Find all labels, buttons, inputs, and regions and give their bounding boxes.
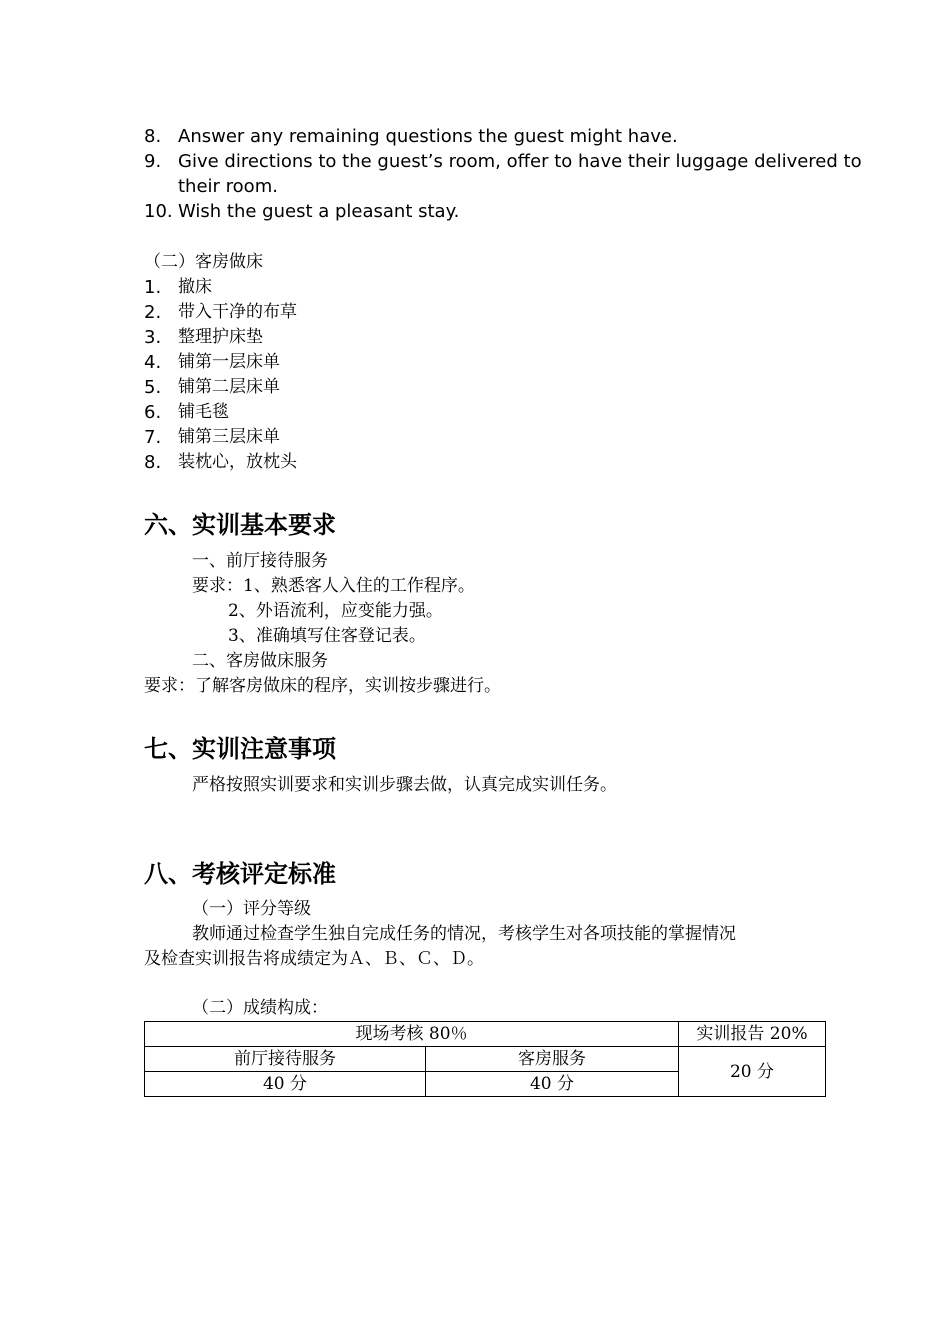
list-text: 铺毛毯 [178,402,229,422]
list-item [144,400,904,425]
table-row [145,1022,826,1047]
table-header-report: 实训报告 20% [679,1022,826,1047]
requirement-line: 2、外语流利，应变能力强。 [228,601,443,621]
assessment-section [144,897,904,972]
list-text: 撤床 [178,277,212,297]
table-cell-housekeeping: 客房服务 [426,1047,679,1072]
list-number: 8. [144,126,162,147]
list-number: 3. [144,327,162,348]
list-text: 整理护床垫 [178,327,263,347]
list-text: Give directions to the guest’s room, offer to have their luggage delivered to their room. [178,151,862,197]
bedmaking-title: （二）客房做床 [144,252,263,272]
list-text: 铺第一层床单 [178,352,280,372]
list-item [144,425,904,450]
table-cell-front-desk: 前厅接待服务 [145,1047,426,1072]
list-text: 装枕心，放枕头 [178,452,297,472]
subheading-bedmaking: 二、客房做床服务 [192,651,328,671]
list-item [144,300,904,325]
list-number: 9. [144,151,162,172]
list-number: 10. [144,201,173,222]
list-text: Answer any remaining questions the guest might have. [178,126,678,147]
requirement-line: 要求：1、熟悉客人入住的工作程序。 [192,576,475,596]
list-number: 8. [144,452,162,473]
list-text: 铺第三层床单 [178,427,280,447]
section-heading-assessment: 八、考核评定标准 [144,860,336,888]
list-text: 铺第二层床单 [178,377,280,397]
list-item [144,375,904,400]
notes-text: 严格按照实训要求和实训步骤去做，认真完成实训任务。 [192,775,617,795]
list-text: 带入干净的布草 [178,302,297,322]
list-number: 1. [144,277,162,298]
grading-paragraph-line: 教师通过检查学生独自完成任务的情况，考核学生对各项技能的掌握情况 [192,924,736,944]
table-cell-front-desk-score: 40 分 [145,1072,426,1097]
requirement-line: 要求：了解客房做床的程序，实训按步骤进行。 [144,676,501,696]
requirements-section [144,549,904,699]
checkin-steps-list [144,124,904,224]
bedmaking-section [144,250,904,475]
list-item [144,199,904,224]
score-table [144,1021,826,1097]
list-text: Wish the guest a pleasant stay. [178,201,460,222]
notes-section [144,773,904,798]
list-item [144,450,904,475]
subheading-grading: （一）评分等级 [192,899,311,919]
list-number: 6. [144,402,162,423]
list-number: 5. [144,377,162,398]
subheading-front-desk: 一、前厅接待服务 [192,551,328,571]
list-item [144,149,904,199]
list-number: 2. [144,302,162,323]
subheading-score-composition: （二）成绩构成： [192,998,328,1018]
section-heading-requirements: 六、实训基本要求 [144,511,336,539]
section-heading-notes: 七、实训注意事项 [144,735,336,763]
list-number: 4. [144,352,162,373]
list-item [144,350,904,375]
table-row [145,1047,826,1072]
score-composition-title-wrap [144,996,904,1021]
grading-paragraph-line: 及检查实训报告将成绩定为Ａ、Ｂ、Ｃ、Ｄ。 [144,949,484,969]
table-header-onsite: 现场考核 80％ [145,1022,679,1047]
list-number: 7. [144,427,162,448]
table-cell-report-score: 20 分 [679,1047,826,1097]
list-item [144,325,904,350]
table-cell-housekeeping-score: 40 分 [426,1072,679,1097]
list-item [144,124,904,149]
requirement-line: 3、准确填写住客登记表。 [228,626,426,646]
list-item [144,275,904,300]
